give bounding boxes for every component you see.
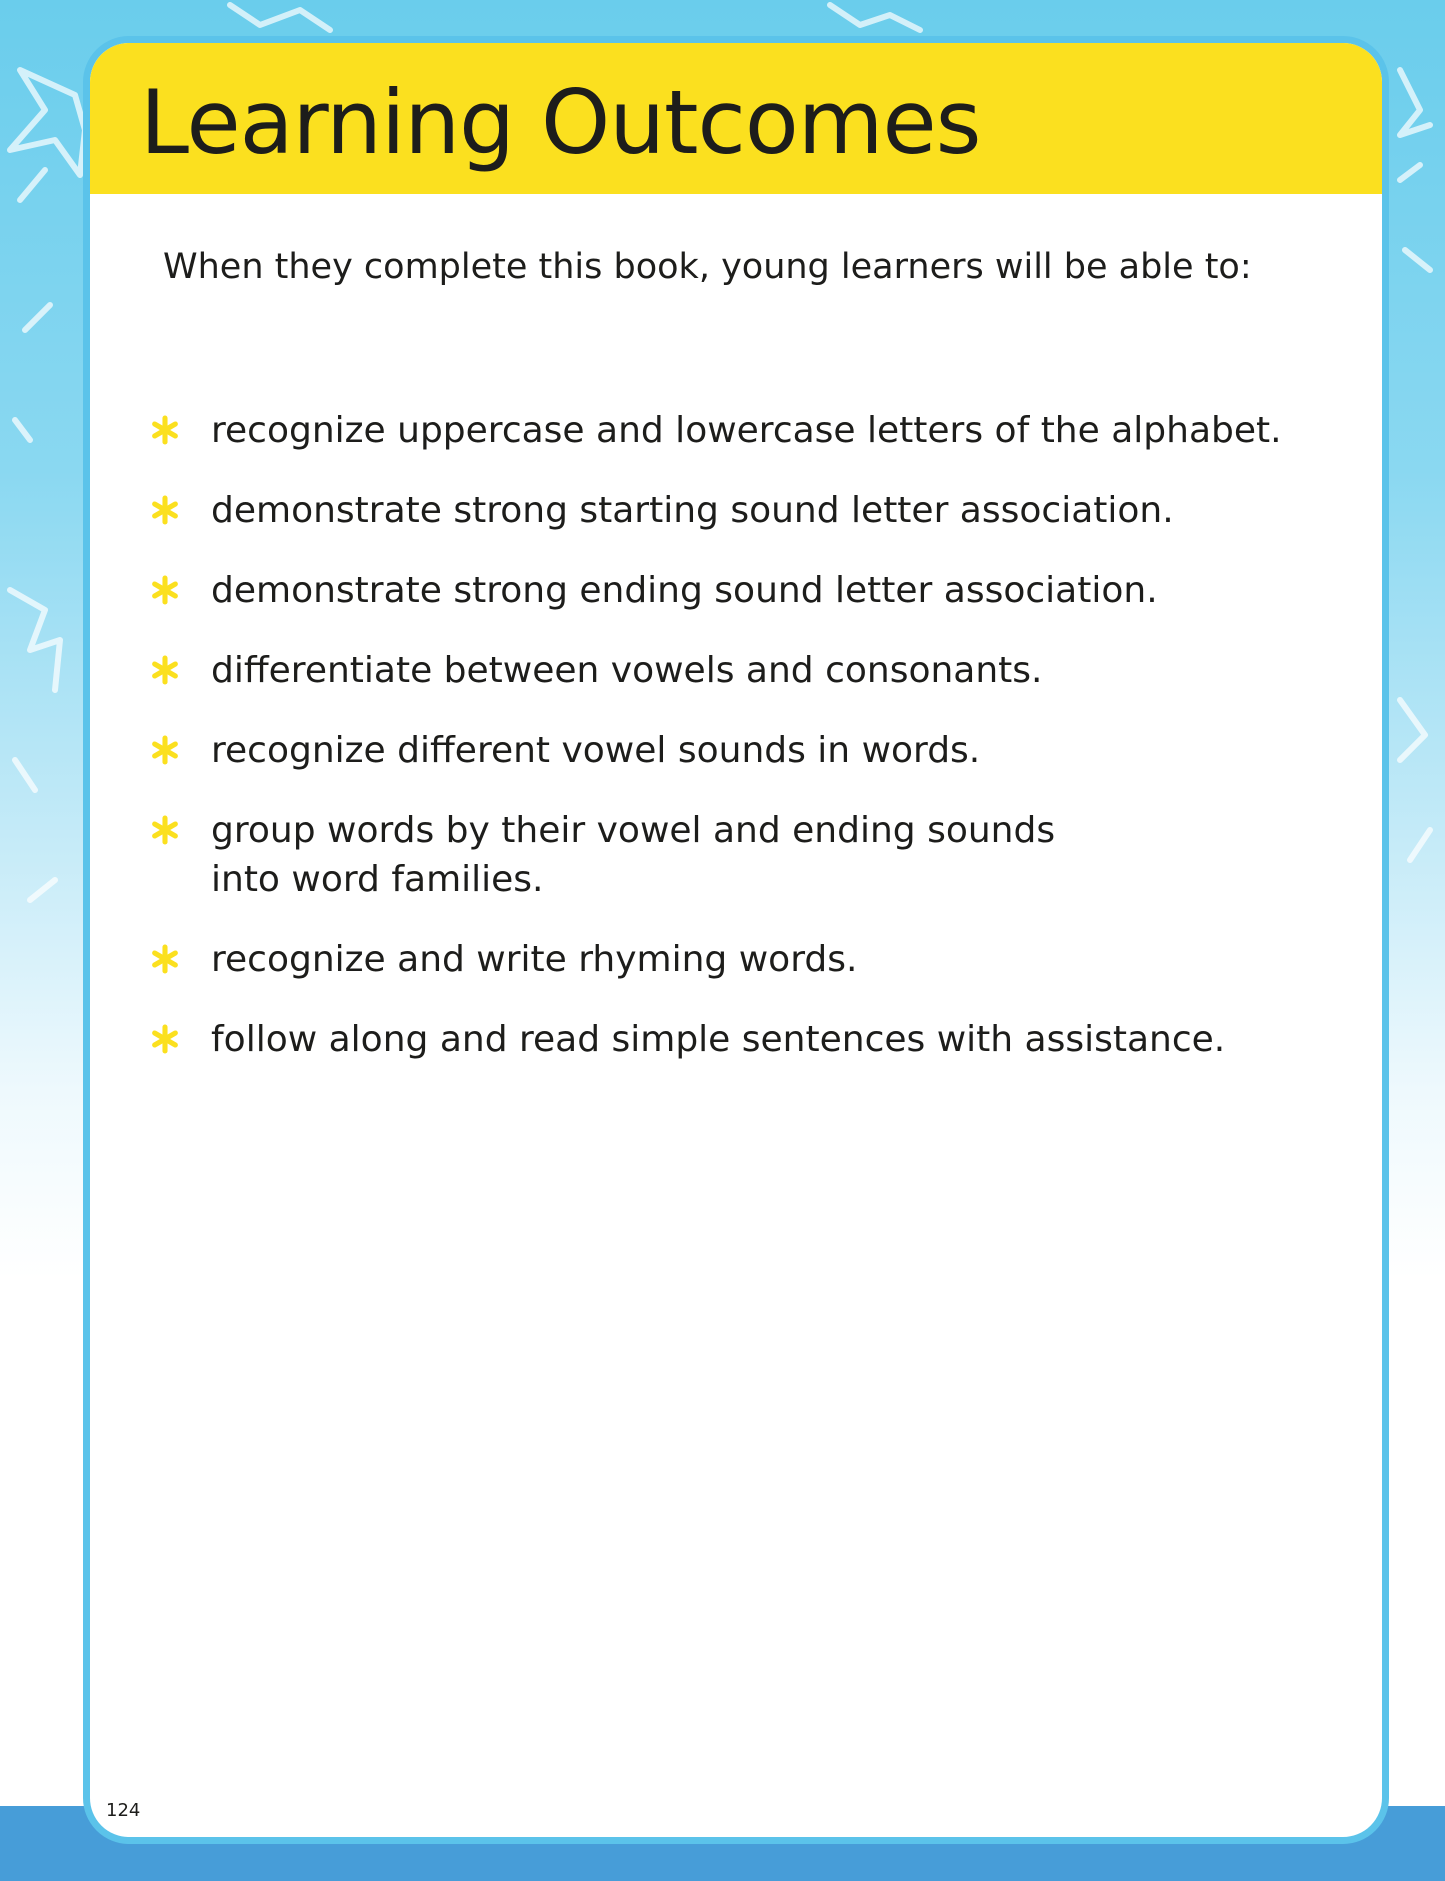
asterisk-icon — [150, 815, 180, 845]
dash-doodle-icon — [30, 880, 55, 900]
outcome-text: recognize uppercase and lowercase letters of the alphabet. — [211, 410, 1282, 451]
star-doodle-icon — [10, 590, 60, 690]
squiggle-doodle-icon — [230, 5, 330, 30]
title-banner — [90, 43, 1382, 194]
dash-doodle-icon — [15, 420, 30, 440]
asterisk-icon — [150, 735, 180, 765]
outcome-text: demonstrate strong starting sound letter association. — [211, 490, 1174, 531]
asterisk-icon — [150, 495, 180, 525]
dash-doodle-icon — [1405, 250, 1430, 270]
page-number: 124 — [106, 1800, 141, 1821]
asterisk-icon — [150, 1024, 180, 1054]
dash-doodle-icon — [1400, 165, 1420, 180]
list-item — [150, 806, 1330, 904]
list-item — [150, 486, 1330, 535]
intro-text: When they complete this book, young learners will be able to: — [163, 247, 1252, 287]
list-item — [150, 646, 1330, 695]
dash-doodle-icon — [1410, 830, 1430, 860]
asterisk-icon — [150, 575, 180, 605]
outcome-text: group words by their vowel and ending sounds into word families. — [211, 810, 1056, 900]
outcome-text: recognize different vowel sounds in words. — [211, 730, 981, 771]
squiggle-doodle-icon — [830, 5, 920, 30]
list-item — [150, 406, 1330, 455]
dash-doodle-icon — [15, 760, 35, 790]
outcome-text: follow along and read simple sentences with assistance. — [211, 1019, 1226, 1060]
outcome-text: demonstrate strong ending sound letter association. — [211, 570, 1158, 611]
list-item — [150, 566, 1330, 615]
star-doodle-icon — [10, 70, 85, 175]
page-title: Learning Outcomes — [140, 71, 981, 174]
outcomes-list — [150, 406, 1330, 1095]
list-item — [150, 935, 1330, 984]
content-card — [83, 36, 1389, 1844]
dash-doodle-icon — [20, 170, 45, 200]
list-item — [150, 1015, 1330, 1064]
list-item — [150, 726, 1330, 775]
asterisk-icon — [150, 944, 180, 974]
asterisk-icon — [150, 415, 180, 445]
outcome-text: recognize and write rhyming words. — [211, 939, 858, 980]
asterisk-icon — [150, 655, 180, 685]
outcome-text: differentiate between vowels and consonants. — [211, 650, 1043, 691]
dash-doodle-icon — [25, 305, 50, 330]
star-doodle-icon — [1400, 700, 1425, 760]
star-doodle-icon — [1400, 70, 1430, 135]
